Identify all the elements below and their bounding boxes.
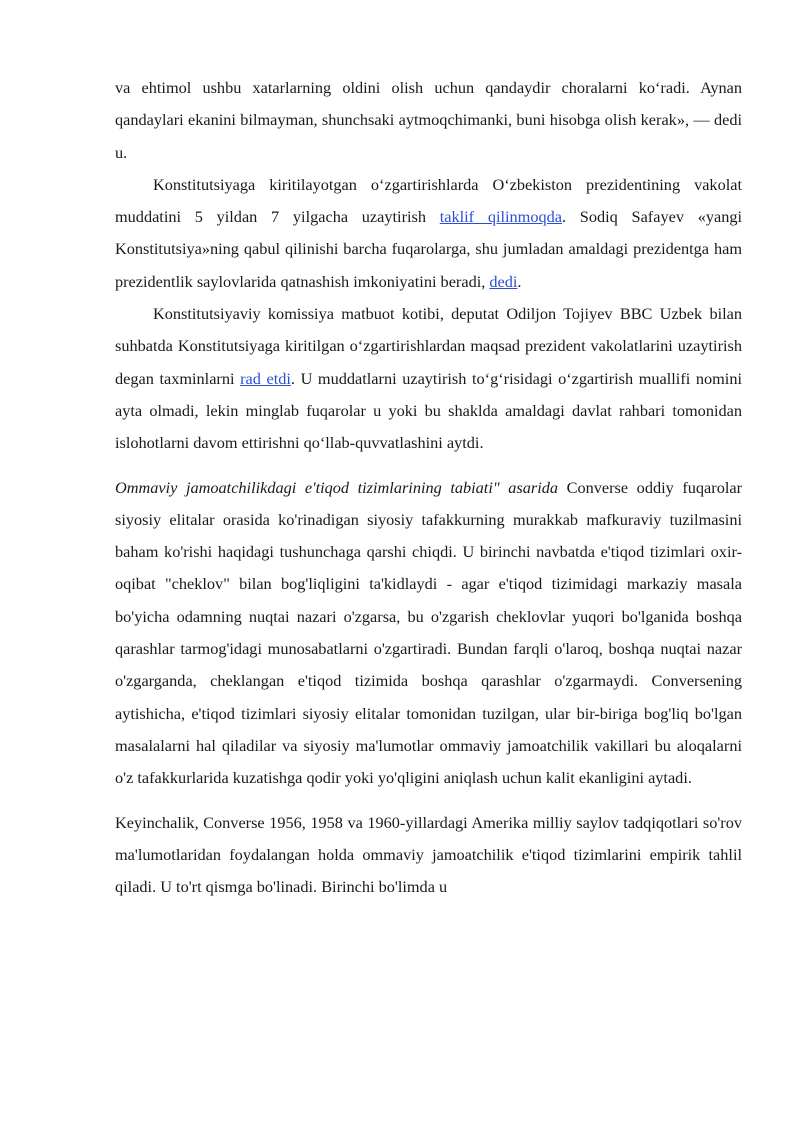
- paragraph-4: [115, 472, 742, 795]
- paragraph-2-text-c: .: [517, 271, 522, 291]
- paragraph-4-text: Converse oddiy fuqarolar siyosiy elitalar orasida ko'rinadigan siyosiy tafakkurning murakkab mafkuraviy tuzilmasini baham ko'rishi haqidagi tushunchaga qarshi chiqdi. U birinchi navbatda e'tiqod tizimlari oxir-oqibat "cheklov" bilan bog'liqligini ta'kidlaydi - agar e'tiqod tizimidagi markaziy masala bo'yicha odamning nuqtai nazari o'zgarsa, bu o'zgarish cheklovlar yuqori bo'lganida boshqa qarashlar tarmog'idagi munosabatlarni o'zgartiradi. Bundan farqli o'laroq, boshqa nuqtai nazar o'zgarganda, cheklangan e'tiqod tizimida boshqa qarashlar o'zgarmaydi. Conversening aytishicha, e'tiqod tizimlari siyosiy elitalar tomonidan tuzilgan, ular bir-biriga bog'liq bo'lgan masalalarni hal qiladilar va siyosiy ma'lumotlar ommaviy jamoatchilik vakillari bu aloqalarni o'z tafakkurlarida kuzatishga qodir yoki yo'qligini aniqlash uchun kalit ekanligini aytadi.: [115, 477, 743, 788]
- link-rad-etdi[interactable]: rad etdi: [240, 368, 291, 388]
- paragraph-4-italic-title: Ommaviy jamoatchilikdagi e'tiqod tizimlarining tabiati" asarida: [115, 477, 559, 497]
- document-page: [115, 72, 742, 903]
- paragraph-3-text-b: . U muddatlarni uzaytirish to‘g‘risidagi o‘zgartirish muallifi nomini ayta olmadi, lekin minglab fuqarolar u yoki bu shaklda amaldagi davlat rahbari tomonidan islohotlarni davom ettirishni qo‘llab-quvvatlashini aytdi.: [115, 368, 742, 453]
- link-taklif-qilinmoqda[interactable]: taklif qilinmoqda: [439, 207, 562, 227]
- paragraph-2: [115, 169, 742, 298]
- paragraph-2-text-a: Konstitutsiyaga kiritilayotgan o‘zgartirishlarda O‘zbekiston prezidentining vakolat muddatini 5 yildan 7 yilgacha uzaytirish: [115, 174, 742, 227]
- paragraph-1: va ehtimol ushbu xatarlarning oldini olish uchun qandaydir choralarni ko‘radi. Aynan qandaylari ekanini bilmayman, shunchsaki aytmoqchimanki, buni hisobga olish kerak», — dedi u.: [115, 78, 742, 162]
- paragraph-5: Keyinchalik, Converse 1956, 1958 va 1960-yillardagi Amerika milliy saylov tadqiqotlari so'rov ma'lumotlaridan foydalangan holda ommaviy jamoatchilik e'tiqod tizimlarini empirik tahlil qiladi. U to'rt qismga bo'linadi. Birinchi bo'limda u: [115, 812, 742, 897]
- link-dedi[interactable]: dedi: [489, 271, 518, 291]
- paragraph-3-text-a: Konstitutsiyaviy komissiya matbuot kotibi, deputat Odiljon Tojiyev BBC Uzbek bilan suhbatda Konstitutsiyaga kiritilgan o‘zgartirishlardan maqsad prezident vakolatlarini uzaytirish degan taxminlarni: [115, 304, 742, 388]
- paragraph-3: [115, 298, 742, 459]
- paragraph-2-text-b: . Sodiq Safayev «yangi Konstitutsiya»ning qabul qilinishi barcha fuqarolarga, shu jumladan amaldagi prezidentga ham prezidentlik saylovlarida qatnashish imkoniyatini beradi,: [115, 207, 743, 291]
